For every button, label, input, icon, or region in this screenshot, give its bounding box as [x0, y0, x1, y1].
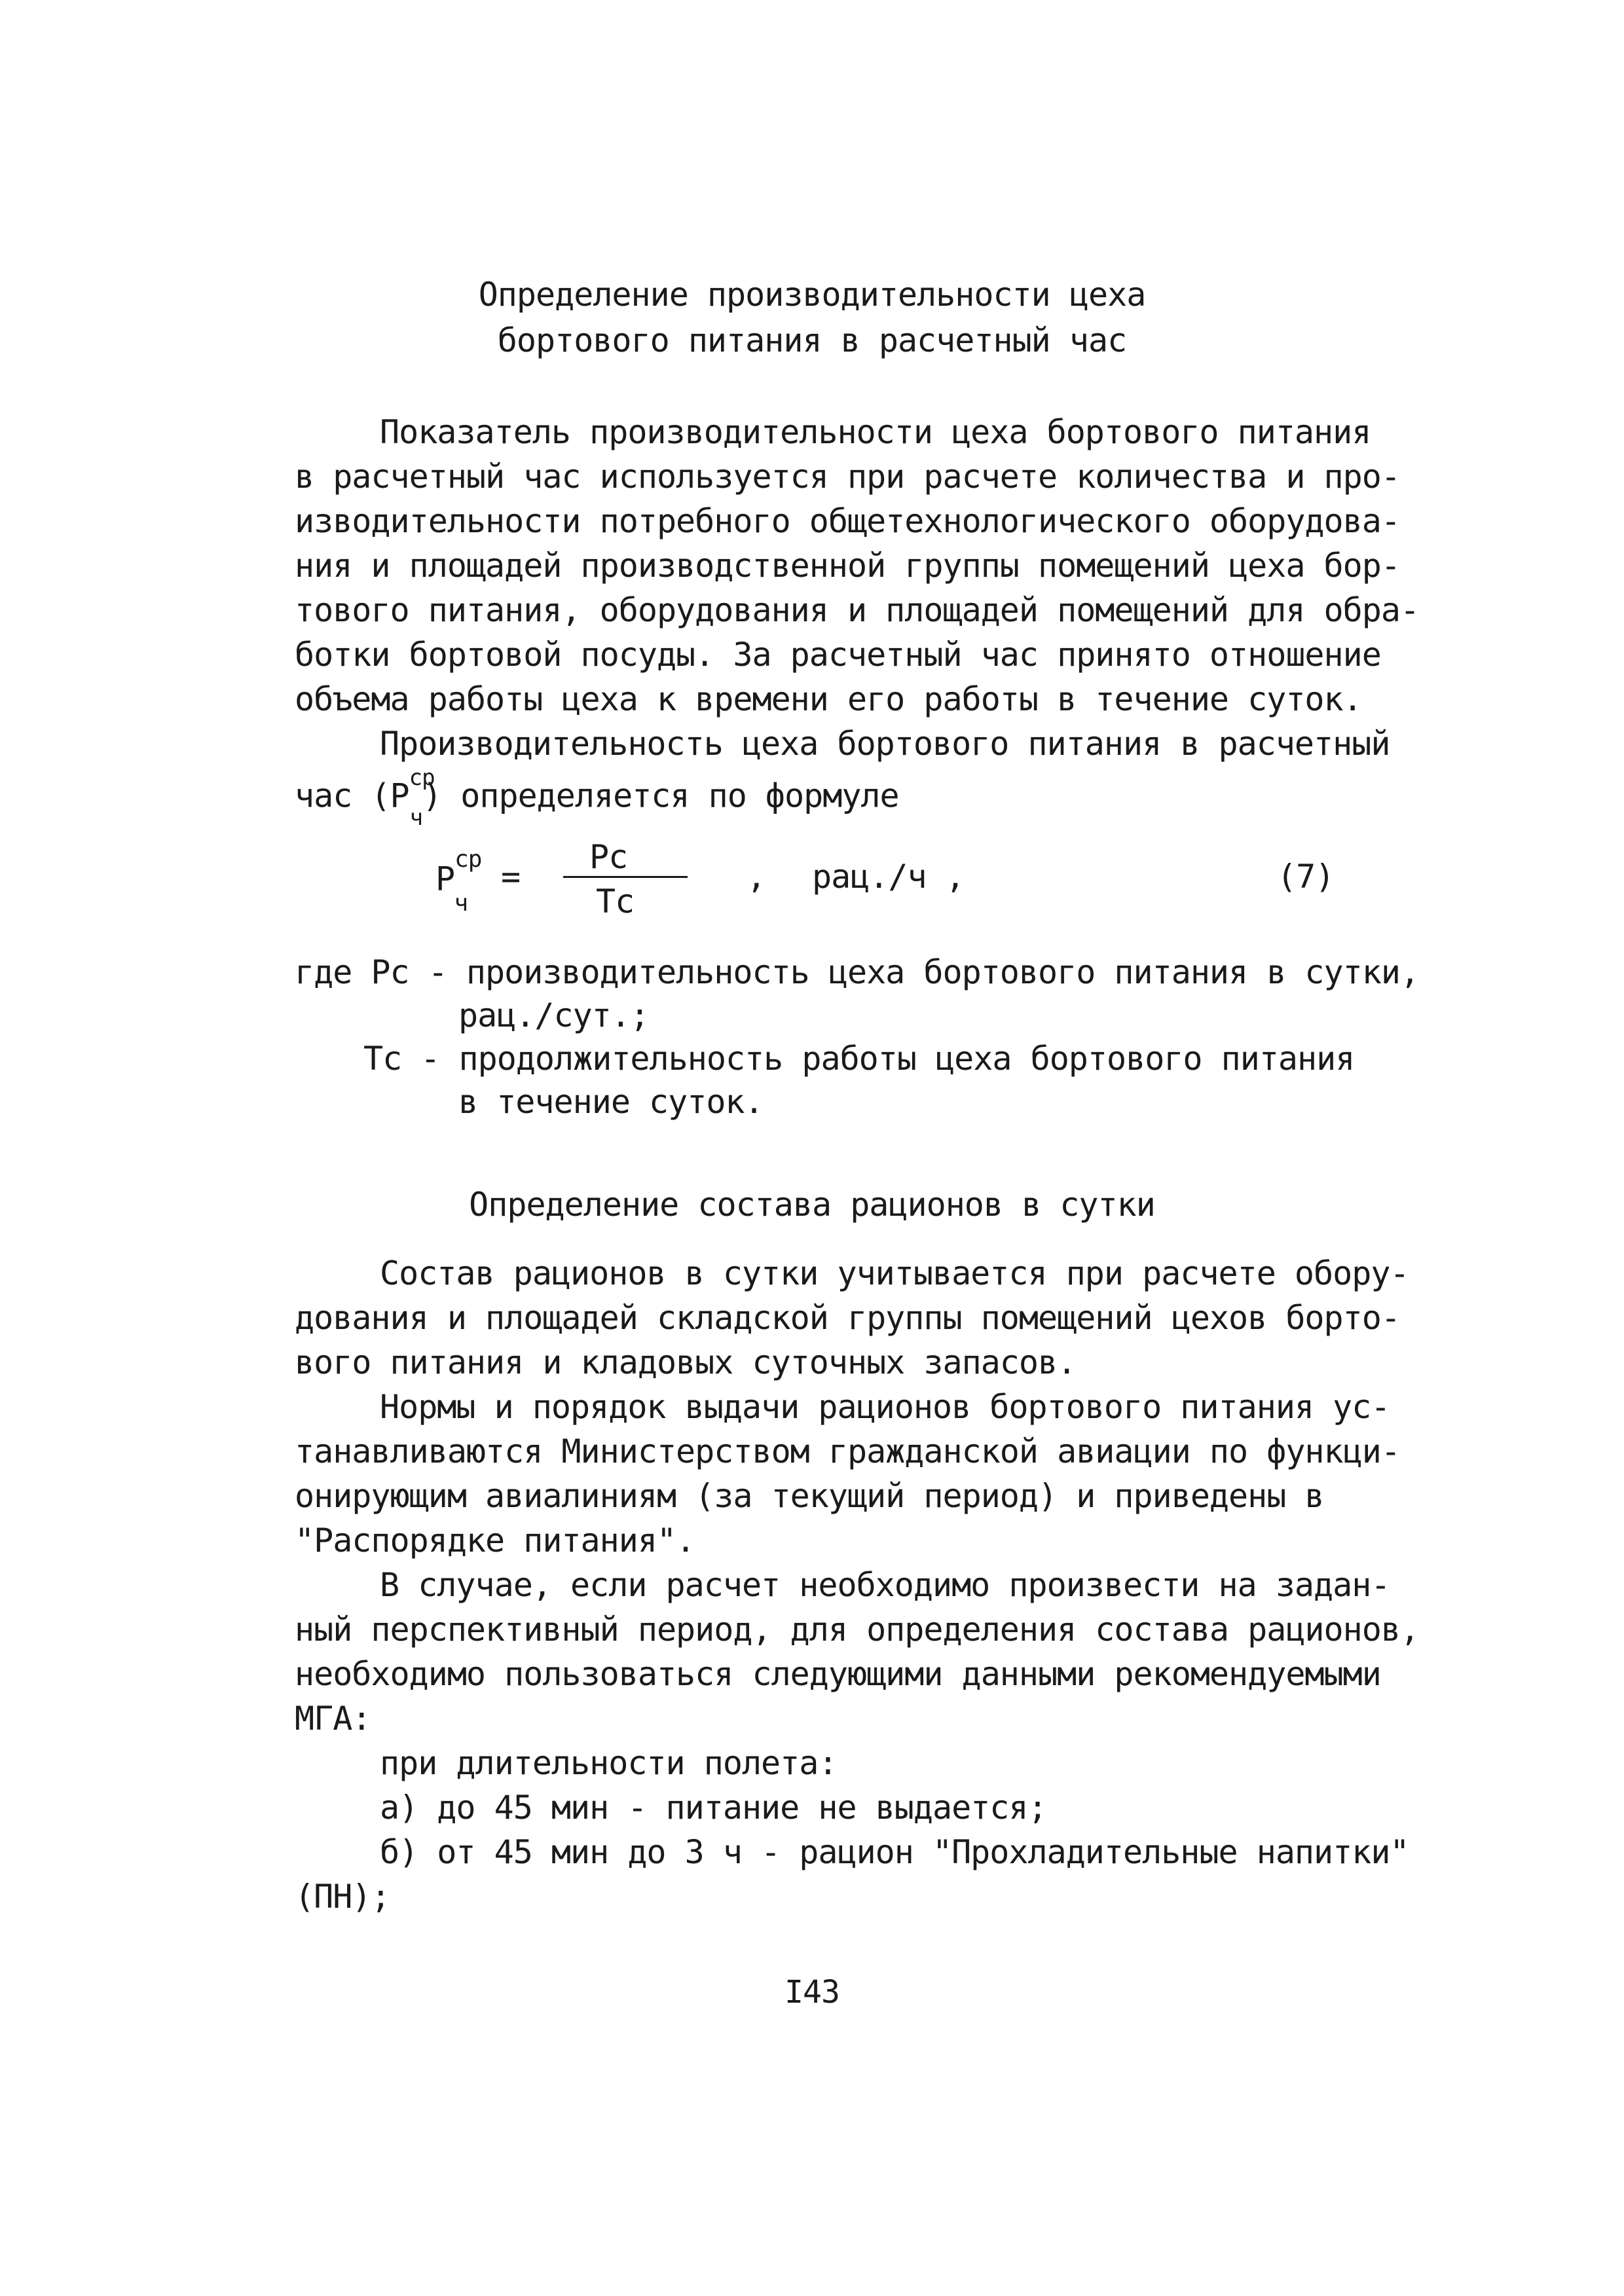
where-line3: Тс - продолжительность работы цеха бортового питания — [363, 1040, 1355, 1078]
section2-line: б) от 45 мин до 3 ч - рацион "Прохладительные напитки" — [380, 1833, 1409, 1871]
paragraph2-line1: Производительность цеха бортового питания в расчетный — [380, 725, 1390, 763]
paragraph1-line: изводительности потребного общетехнологического оборудова- — [295, 502, 1400, 540]
paragraph2-post: ) определяется по формуле — [422, 776, 899, 815]
formula-numerator: Рс — [589, 838, 628, 876]
formula-lhs-sup: ср — [454, 846, 482, 873]
section2-line: МГА: — [295, 1700, 371, 1738]
section2-line: "Распорядке питания". — [295, 1522, 695, 1559]
section2-line: Нормы и порядок выдачи рационов бортового питания ус- — [380, 1388, 1390, 1426]
section2-line: (ПН); — [295, 1878, 390, 1916]
section2-title: Определение состава рационов в сутки — [469, 1186, 1155, 1224]
superscript-cp: ср — [409, 765, 435, 791]
paragraph1-line: объема работы цеха к времени его работы в течение суток. — [295, 680, 1362, 718]
formula-equals: = — [501, 858, 521, 896]
subscript-ch: ч — [409, 804, 423, 831]
section2-line: танавливаются Министерством гражданской авиации по функци- — [295, 1432, 1400, 1470]
paragraph1-line: в расчетный час используется при расчете количества и про- — [295, 458, 1400, 496]
formula-lhs-sub: ч — [454, 889, 468, 917]
paragraph1-line: тового питания, оборудования и площадей помещений для обра- — [295, 591, 1420, 629]
where-line4: в течение суток. — [458, 1083, 764, 1121]
section2-line: ный перспективный период, для определения состава рационов, — [295, 1611, 1420, 1649]
where-line2: рац./сут.; — [458, 996, 650, 1034]
paragraph2-line2 — [295, 765, 899, 831]
formula-number: (7) — [1277, 858, 1335, 896]
formula-lhs-symbol: Р — [435, 860, 455, 898]
section2-line: дования и площадей складской группы помещений цехов борто- — [295, 1299, 1400, 1337]
section2-line: вого питания и кладовых суточных запасов. — [295, 1343, 1077, 1381]
section2-line: а) до 45 мин - питание не выдается; — [380, 1789, 1047, 1827]
section1-title-line2: бортового питания в расчетный час — [497, 321, 1127, 359]
section2-line: при длительности полета: — [380, 1744, 838, 1782]
paragraph1-line: ния и площадей производственной группы помещений цеха бор- — [295, 547, 1400, 585]
section1-title-line1: Определение производительности цеха — [478, 276, 1146, 314]
section2-line: В случае, если расчет необходимо произвести на задан- — [380, 1566, 1390, 1604]
paragraph1-line: Показатель производительности цеха бортового питания — [380, 413, 1371, 451]
section2-line: Состав рационов в сутки учитывается при расчете обору- — [380, 1254, 1409, 1292]
formula-lhs — [435, 846, 482, 917]
paragraph1-line: ботки бортовой посуды. За расчетный час принято отношение — [295, 636, 1381, 674]
page-number: I43 — [784, 1974, 840, 2011]
fraction-bar — [563, 876, 688, 878]
formula-7 — [0, 838, 1624, 943]
where-line1: где Рс - производительность цеха бортового питания в сутки, — [295, 953, 1420, 991]
section2-line: онирующим авиалиниям (за текущий период) и приведены в — [295, 1477, 1324, 1515]
formula-comma: , — [747, 858, 766, 896]
paragraph2-pre: час (Р — [295, 776, 409, 815]
formula-unit: рац./ч , — [812, 858, 965, 896]
section2-line: необходимо пользоваться следующими данными рекомендуемыми — [295, 1655, 1381, 1693]
formula-denominator: Тс — [596, 883, 635, 920]
